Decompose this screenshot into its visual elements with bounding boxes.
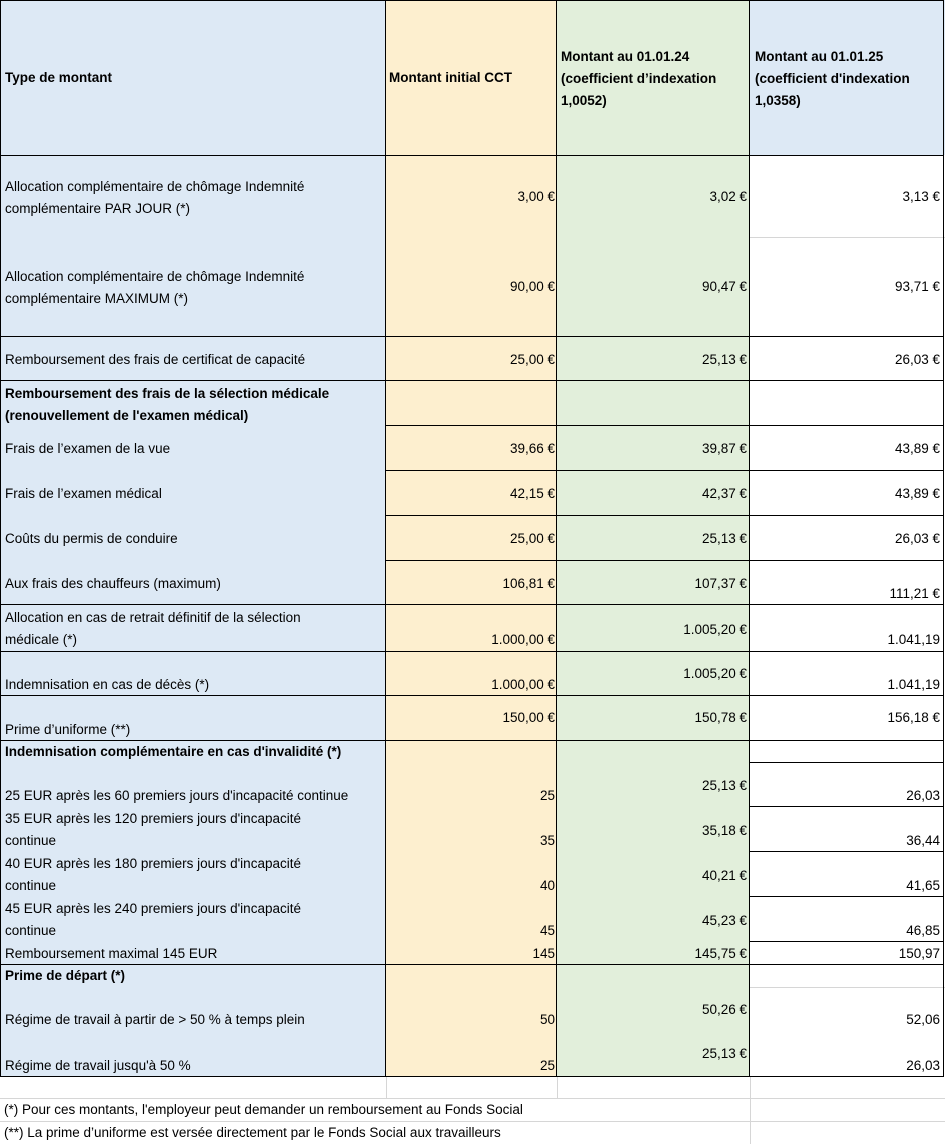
header-2025-line3: 1,0358) bbox=[755, 93, 801, 108]
initial-amount: 145 bbox=[532, 946, 555, 961]
row-label: 40 EUR après les 180 premiers jours d'incapacité bbox=[5, 856, 301, 871]
row-label: continue bbox=[5, 833, 57, 848]
row-label: 45 EUR après les 240 premiers jours d'incapacité bbox=[5, 901, 301, 916]
amount-2025: 52,06 bbox=[906, 1012, 940, 1027]
amount-2024: 39,87 € bbox=[701, 441, 747, 456]
row-label: complémentaire MAXIMUM (*) bbox=[5, 291, 189, 306]
amount-2024: 90,47 € bbox=[701, 279, 747, 294]
row-label: Coûts du permis de conduire bbox=[5, 531, 178, 546]
row-label: Allocation complémentaire de chômage Indemnité bbox=[5, 269, 305, 284]
row-label: Frais de l’examen de la vue bbox=[5, 441, 171, 456]
amount-2025: 43,89 € bbox=[894, 441, 940, 456]
amount-2024: 25,13 € bbox=[701, 531, 747, 546]
amount-2024: 35,18 € bbox=[701, 823, 747, 838]
initial-amount: 3,00 € bbox=[517, 189, 555, 204]
row-label: Indemnisation en cas de décès (*) bbox=[5, 677, 210, 692]
header-2024-line3: 1,0052) bbox=[561, 93, 607, 108]
row-label: Prime d’uniforme (**) bbox=[5, 722, 131, 737]
amount-2025: 156,18 € bbox=[887, 710, 940, 725]
initial-amount: 40 bbox=[539, 878, 555, 893]
row-label: Allocation en cas de retrait définitif de la sélection bbox=[5, 610, 301, 625]
section-heading: Remboursement des frais de la sélection médicale bbox=[5, 386, 330, 401]
row-label: Allocation complémentaire de chômage Indemnité bbox=[5, 179, 305, 194]
amount-2025: 41,65 bbox=[906, 878, 940, 893]
row-label: Remboursement maximal 145 EUR bbox=[5, 946, 218, 961]
amount-2024: 25,13 € bbox=[701, 352, 747, 367]
amount-2025: 3,13 € bbox=[902, 189, 940, 204]
amount-2025: 1.041,19 bbox=[887, 677, 940, 692]
amount-2025: 150,97 bbox=[898, 946, 940, 961]
amount-2025: 43,89 € bbox=[894, 486, 940, 501]
header-2025-line2: (coefficient d'indexation bbox=[755, 71, 910, 86]
section-heading: Indemnisation complémentaire en cas d'invalidité (*) bbox=[5, 744, 342, 759]
row-label: continue bbox=[5, 923, 57, 938]
row-label: Régime de travail jusqu'à 50 % bbox=[5, 1058, 191, 1073]
amount-2025: 93,71 € bbox=[894, 279, 940, 294]
header-2025-line1: Montant au 01.01.25 bbox=[755, 49, 884, 64]
amount-2024: 3,02 € bbox=[709, 189, 747, 204]
row-label: complémentaire PAR JOUR (*) bbox=[5, 201, 191, 216]
footnote-employer-refund: (*) Pour ces montants, l'employeur peut demander un remboursement au Fonds Social bbox=[4, 1102, 523, 1117]
amount-2024: 45,23 € bbox=[701, 913, 747, 928]
initial-amount: 1.000,00 € bbox=[491, 677, 555, 692]
row-label: continue bbox=[5, 878, 57, 893]
initial-amount: 25,00 € bbox=[509, 352, 555, 367]
row-label: médicale (*) bbox=[5, 632, 78, 647]
initial-amount: 1.000,00 € bbox=[491, 632, 555, 647]
amount-2025: 26,03 bbox=[906, 788, 940, 803]
initial-amount: 25 bbox=[539, 788, 555, 803]
initial-amount: 50 bbox=[539, 1012, 555, 1027]
header-montant-initial: Montant initial CCT bbox=[389, 70, 512, 85]
initial-amount: 42,15 € bbox=[509, 486, 555, 501]
row-label: 35 EUR après les 120 premiers jours d'incapacité bbox=[5, 811, 301, 826]
row-label: Régime de travail à partir de > 50 % à temps plein bbox=[5, 1012, 305, 1027]
amount-2025: 26,03 € bbox=[894, 531, 940, 546]
header-2024-line2: (coefficient d’indexation bbox=[561, 71, 717, 86]
amount-2024: 1.005,20 € bbox=[683, 666, 747, 681]
amount-2025: 36,44 bbox=[906, 833, 940, 848]
amount-2025: 1.041,19 bbox=[887, 632, 940, 647]
header-2024-line1: Montant au 01.01.24 bbox=[561, 49, 690, 64]
row-label: Frais de l’examen médical bbox=[5, 486, 162, 501]
amount-2025: 46,85 bbox=[906, 923, 940, 938]
initial-amount: 25,00 € bbox=[509, 531, 555, 546]
initial-amount: 45 bbox=[539, 923, 555, 938]
amount-2024: 1.005,20 € bbox=[683, 622, 747, 637]
initial-amount: 35 bbox=[539, 833, 555, 848]
amount-2024: 42,37 € bbox=[701, 486, 747, 501]
row-label: 25 EUR après les 60 premiers jours d'incapacité continue bbox=[5, 788, 349, 803]
initial-amount: 25 bbox=[539, 1058, 555, 1073]
initial-amount: 90,00 € bbox=[509, 279, 555, 294]
section-heading: Prime de départ (*) bbox=[5, 968, 126, 983]
footnote-uniform-bonus: (**) La prime d’uniforme est versée directement par le Fonds Social aux travailleurs bbox=[4, 1125, 501, 1140]
section-heading: (renouvellement de l'examen médical) bbox=[5, 408, 249, 423]
amount-2024: 25,13 € bbox=[701, 778, 747, 793]
amount-2024: 40,21 € bbox=[701, 868, 747, 883]
amount-2024: 50,26 € bbox=[701, 1002, 747, 1017]
row-label: Remboursement des frais de certificat de capacité bbox=[5, 352, 306, 367]
amount-2024: 145,75 € bbox=[694, 946, 747, 961]
initial-amount: 106,81 € bbox=[502, 576, 555, 591]
header-type-montant: Type de montant bbox=[5, 70, 113, 85]
initial-amount: 150,00 € bbox=[502, 710, 555, 725]
amount-2025: 26,03 bbox=[906, 1058, 940, 1073]
amount-2024: 107,37 € bbox=[694, 576, 747, 591]
row-label: Aux frais des chauffeurs (maximum) bbox=[5, 576, 221, 591]
amount-2025: 26,03 € bbox=[894, 352, 940, 367]
amount-2024: 25,13 € bbox=[701, 1046, 747, 1061]
initial-amount: 39,66 € bbox=[509, 441, 555, 456]
amount-2025: 111,21 € bbox=[889, 586, 940, 601]
amount-2024: 150,78 € bbox=[694, 710, 747, 725]
